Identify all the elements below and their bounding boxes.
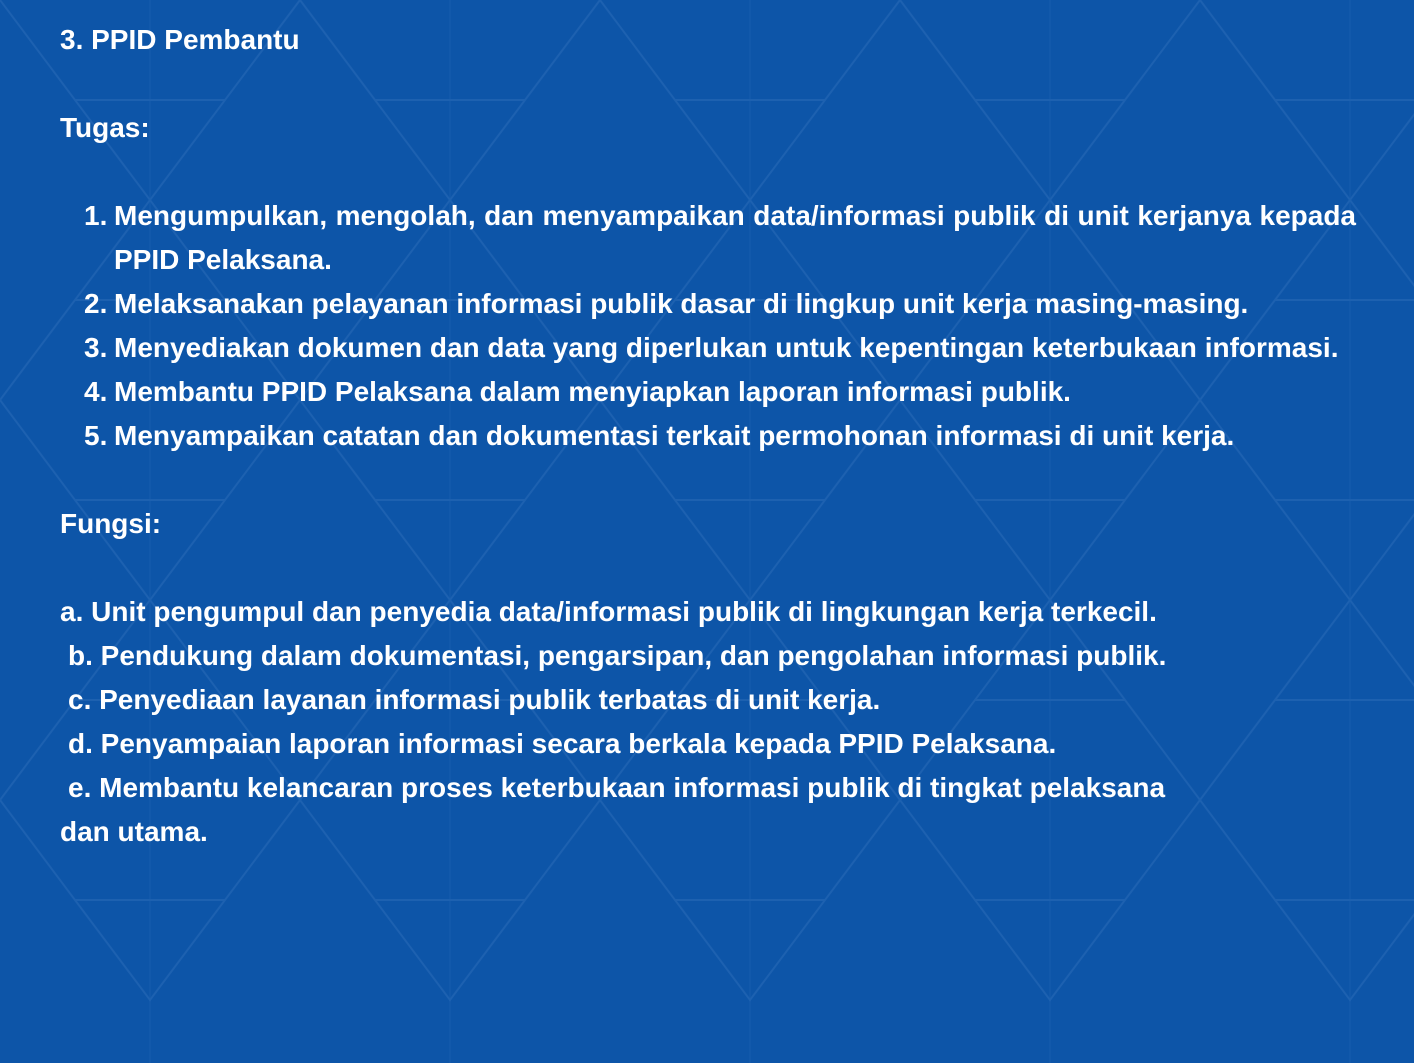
list-item-text: Membantu PPID Pelaksana dalam menyiapkan laporan informasi publik.: [114, 376, 1071, 407]
list-item: b. Pendukung dalam dokumentasi, pengarsipan, dan pengolahan informasi publik.: [68, 640, 1167, 671]
list-item: [84, 326, 1356, 370]
list-number: 3.: [84, 332, 108, 363]
list-item-text: Menyampaikan catatan dan dokumentasi terkait permohonan informasi di unit kerja.: [114, 420, 1235, 451]
list-number: 5.: [84, 420, 108, 451]
list-item: d. Penyampaian laporan informasi secara berkala kepada PPID Pelaksana.: [68, 728, 1057, 759]
list-item-continuation: dan utama.: [60, 816, 208, 847]
list-item: [84, 194, 1356, 282]
fungsi-list: [60, 590, 1356, 854]
list-item: [84, 370, 1356, 414]
list-number: 4.: [84, 376, 108, 407]
list-item: e. Membantu kelancaran proses keterbukaan informasi publik di tingkat pelaksana: [68, 772, 1166, 803]
tugas-heading: Tugas:: [60, 112, 150, 143]
page-title: 3. PPID Pembantu: [60, 24, 300, 55]
document-content: [60, 18, 1356, 854]
list-item-text: Menyediakan dokumen dan data yang diperlukan untuk kepentingan keterbukaan informasi.: [114, 332, 1339, 363]
list-number: 2.: [84, 288, 108, 319]
list-item: c. Penyediaan layanan informasi publik terbatas di unit kerja.: [68, 684, 881, 715]
list-item: [84, 282, 1356, 326]
list-item: a. Unit pengumpul dan penyedia data/informasi publik di lingkungan kerja terkecil.: [60, 596, 1157, 627]
tugas-list: [60, 194, 1356, 458]
list-item-text: Melaksanakan pelayanan informasi publik dasar di lingkup unit kerja masing-masing.: [114, 288, 1249, 319]
list-item: [84, 414, 1356, 458]
fungsi-heading: Fungsi:: [60, 508, 162, 539]
list-item-text: Mengumpulkan, mengolah, dan menyampaikan data/informasi publik di unit kerjanya kepada PPID Pelaksana.: [114, 200, 1356, 275]
list-number: 1.: [84, 200, 108, 231]
